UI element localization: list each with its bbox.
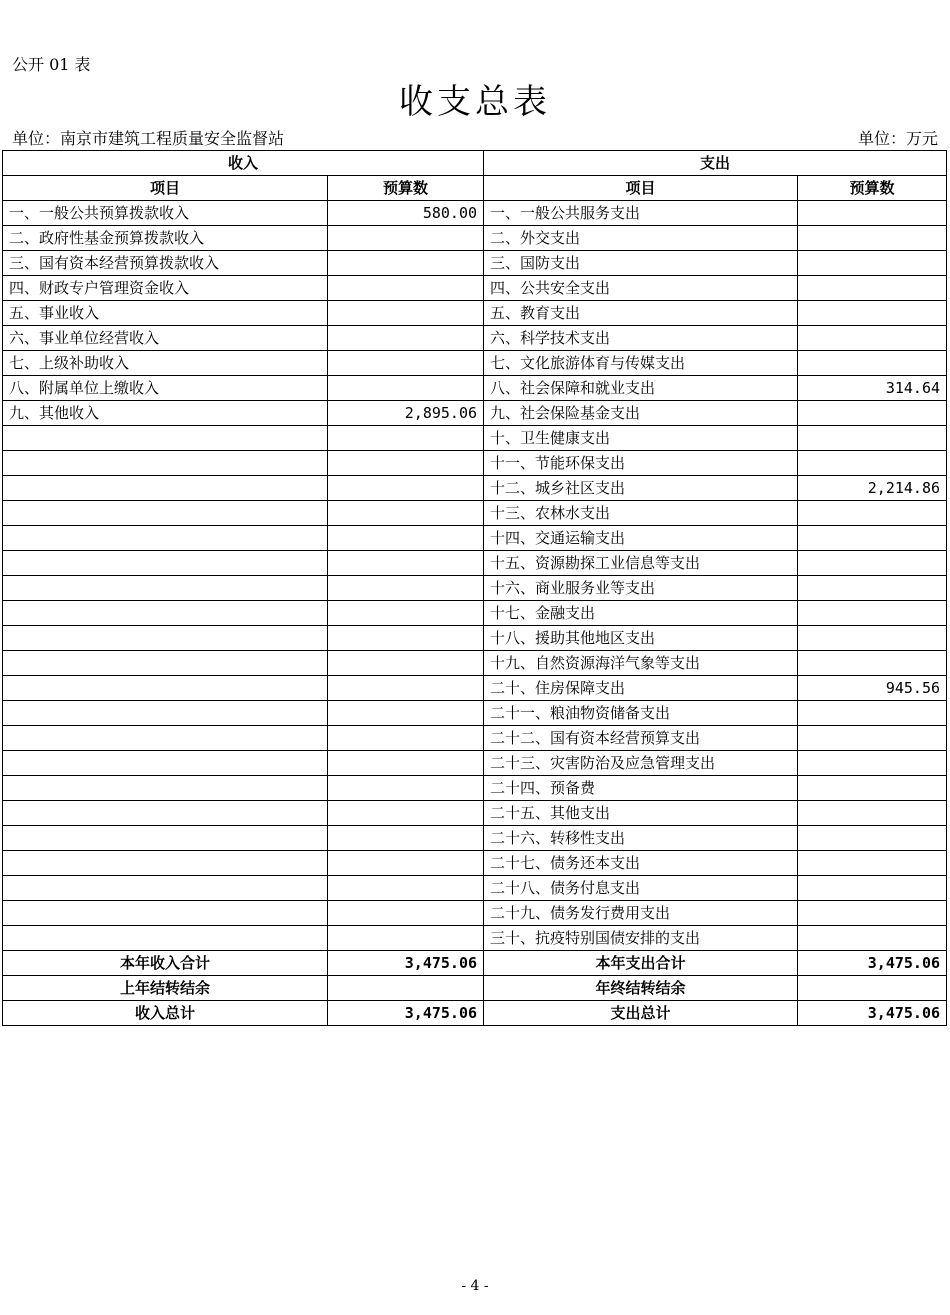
expense-amount-cell: [798, 551, 947, 576]
income-amount-cell: 580.00: [328, 201, 484, 226]
expense-summary-label: 年终结转结余: [484, 976, 798, 1001]
table-row: [3, 251, 947, 276]
expense-amount-cell: 314.64: [798, 376, 947, 401]
income-item-cell: [3, 426, 328, 451]
income-summary-amount: [328, 976, 484, 1001]
expense-amount-cell: [798, 226, 947, 251]
summary-row: [3, 951, 947, 976]
income-item-cell: [3, 626, 328, 651]
expense-amount-cell: [798, 651, 947, 676]
expense-item-cell: 十六、商业服务业等支出: [484, 576, 798, 601]
income-summary-label: 上年结转结余: [3, 976, 328, 1001]
expense-item-cell: 三十、抗疫特别国债安排的支出: [484, 926, 798, 951]
income-amount-cell: [328, 601, 484, 626]
income-summary-label: 本年收入合计: [3, 951, 328, 976]
income-amount-cell: [328, 426, 484, 451]
table-row: [3, 726, 947, 751]
expense-item-cell: 四、公共安全支出: [484, 276, 798, 301]
income-item-cell: 四、财政专户管理资金收入: [3, 276, 328, 301]
expense-item-cell: 八、社会保障和就业支出: [484, 376, 798, 401]
income-amount-cell: 2,895.06: [328, 401, 484, 426]
income-amount-cell: [328, 376, 484, 401]
table-row: [3, 576, 947, 601]
income-amount-cell: [328, 626, 484, 651]
income-item-cell: [3, 851, 328, 876]
page-number: - 4 -: [461, 1278, 489, 1294]
table-row: [3, 776, 947, 801]
income-amount-cell: [328, 226, 484, 251]
expense-amount-cell: [798, 201, 947, 226]
income-amount-cell: [328, 251, 484, 276]
expense-item-cell: 十五、资源勘探工业信息等支出: [484, 551, 798, 576]
expense-amount-cell: [798, 276, 947, 301]
income-item-cell: 三、国有资本经营预算拨款收入: [3, 251, 328, 276]
income-summary-amount: 3,475.06: [328, 1001, 484, 1026]
expense-item-cell: 十二、城乡社区支出: [484, 476, 798, 501]
table-row: [3, 226, 947, 251]
expense-summary-amount: [798, 976, 947, 1001]
expense-item-cell: 二十二、国有资本经营预算支出: [484, 726, 798, 751]
table-row: [3, 676, 947, 701]
expense-amount-cell: 945.56: [798, 676, 947, 701]
income-amount-cell: [328, 651, 484, 676]
budget-summary-table: [2, 150, 947, 1026]
income-amount-cell: [328, 726, 484, 751]
expense-item-cell: 十、卫生健康支出: [484, 426, 798, 451]
expense-item-cell: 一、一般公共服务支出: [484, 201, 798, 226]
expense-item-cell: 九、社会保险基金支出: [484, 401, 798, 426]
income-amount-cell: [328, 826, 484, 851]
expense-item-cell: 七、文化旅游体育与传媒支出: [484, 351, 798, 376]
page-title: 收支总表: [399, 82, 551, 122]
income-amount-cell: [328, 301, 484, 326]
expense-amount-cell: 2,214.86: [798, 476, 947, 501]
summary-row: [3, 976, 947, 1001]
expense-amount-cell: [798, 601, 947, 626]
income-amount-cell: [328, 926, 484, 951]
expense-item-cell: 五、教育支出: [484, 301, 798, 326]
income-amount-cell: [328, 276, 484, 301]
income-item-cell: 九、其他收入: [3, 401, 328, 426]
income-amount-cell: [328, 851, 484, 876]
table-row: [3, 826, 947, 851]
income-amount-cell: [328, 876, 484, 901]
expense-item-cell: 二十、住房保障支出: [484, 676, 798, 701]
income-item-cell: 八、附属单位上缴收入: [3, 376, 328, 401]
expense-item-cell: 二、外交支出: [484, 226, 798, 251]
income-item-cell: [3, 701, 328, 726]
income-amount-cell: [328, 751, 484, 776]
expense-amount-cell: [798, 851, 947, 876]
income-item-cell: [3, 826, 328, 851]
income-item-cell: [3, 726, 328, 751]
expense-amount-cell: [798, 726, 947, 751]
table-row: [3, 876, 947, 901]
table-body: [3, 151, 947, 1026]
table-row: [3, 601, 947, 626]
income-amount-cell: [328, 326, 484, 351]
income-amount-cell: [328, 451, 484, 476]
column-header-row: [3, 176, 947, 201]
expense-amount-cell: [798, 576, 947, 601]
expense-item-cell: 二十八、债务付息支出: [484, 876, 798, 901]
expense-amount-cell: [798, 776, 947, 801]
table-row: [3, 801, 947, 826]
income-item-cell: 六、事业单位经营收入: [3, 326, 328, 351]
income-item-cell: [3, 876, 328, 901]
table-row: [3, 451, 947, 476]
income-amount-cell: [328, 551, 484, 576]
income-item-cell: [3, 476, 328, 501]
expense-item-cell: 二十七、债务还本支出: [484, 851, 798, 876]
expense-summary-amount: 3,475.06: [798, 951, 947, 976]
table-row: [3, 901, 947, 926]
income-amount-cell: [328, 801, 484, 826]
income-item-cell: [3, 751, 328, 776]
expense-item-cell: 二十五、其他支出: [484, 801, 798, 826]
income-amount-cell: [328, 576, 484, 601]
expense-amount-cell: [798, 801, 947, 826]
income-summary-label: 收入总计: [3, 1001, 328, 1026]
table-row: [3, 401, 947, 426]
income-amount-cell: [328, 701, 484, 726]
expense-item-cell: 十七、金融支出: [484, 601, 798, 626]
income-amount-cell: [328, 501, 484, 526]
expense-amount-cell: [798, 326, 947, 351]
expense-amount-cell: [798, 301, 947, 326]
section-header-row: [3, 151, 947, 176]
expense-amount-cell: [798, 701, 947, 726]
form-code: 公开 01 表: [12, 55, 91, 74]
expense-amount-cell: [798, 526, 947, 551]
table-row: [3, 276, 947, 301]
table-row: [3, 476, 947, 501]
table-row: [3, 301, 947, 326]
expense-amount-cell: [798, 751, 947, 776]
unit-currency: 单位：万元: [857, 129, 938, 148]
income-summary-amount: 3,475.06: [328, 951, 484, 976]
table-row: [3, 926, 947, 951]
income-budget-column-header: 预算数: [328, 176, 484, 201]
expense-amount-cell: [798, 876, 947, 901]
income-item-cell: 七、上级补助收入: [3, 351, 328, 376]
expense-item-column-header: 项目: [484, 176, 798, 201]
expense-section-header: 支出: [484, 151, 947, 176]
income-item-column-header: 项目: [3, 176, 328, 201]
income-item-cell: [3, 926, 328, 951]
expense-item-cell: 六、科学技术支出: [484, 326, 798, 351]
table-row: [3, 526, 947, 551]
income-item-cell: [3, 676, 328, 701]
expense-item-cell: 十九、自然资源海洋气象等支出: [484, 651, 798, 676]
income-item-cell: [3, 576, 328, 601]
table-row: [3, 626, 947, 651]
expense-item-cell: 十四、交通运输支出: [484, 526, 798, 551]
expense-amount-cell: [798, 451, 947, 476]
expense-item-cell: 十八、援助其他地区支出: [484, 626, 798, 651]
table-row: [3, 701, 947, 726]
income-item-cell: [3, 651, 328, 676]
expense-item-cell: 二十三、灾害防治及应急管理支出: [484, 751, 798, 776]
expense-amount-cell: [798, 626, 947, 651]
expense-budget-column-header: 预算数: [798, 176, 947, 201]
table-row: [3, 351, 947, 376]
table-row: [3, 751, 947, 776]
income-item-cell: [3, 901, 328, 926]
income-item-cell: 二、政府性基金预算拨款收入: [3, 226, 328, 251]
expense-amount-cell: [798, 426, 947, 451]
expense-item-cell: 二十一、粮油物资储备支出: [484, 701, 798, 726]
expense-amount-cell: [798, 926, 947, 951]
expense-amount-cell: [798, 351, 947, 376]
expense-item-cell: 十一、节能环保支出: [484, 451, 798, 476]
table-row: [3, 501, 947, 526]
table-row: [3, 851, 947, 876]
expense-item-cell: 二十六、转移性支出: [484, 826, 798, 851]
income-amount-cell: [328, 776, 484, 801]
income-item-cell: [3, 501, 328, 526]
income-amount-cell: [328, 901, 484, 926]
income-amount-cell: [328, 351, 484, 376]
table-row: [3, 651, 947, 676]
expense-item-cell: 三、国防支出: [484, 251, 798, 276]
income-section-header: 收入: [3, 151, 484, 176]
expense-summary-label: 本年支出合计: [484, 951, 798, 976]
income-item-cell: 一、一般公共预算拨款收入: [3, 201, 328, 226]
table-row: [3, 426, 947, 451]
table-row: [3, 201, 947, 226]
table-row: [3, 551, 947, 576]
expense-item-cell: 十三、农林水支出: [484, 501, 798, 526]
income-amount-cell: [328, 476, 484, 501]
unit-organization: 单位：南京市建筑工程质量安全监督站: [12, 129, 285, 148]
expense-amount-cell: [798, 901, 947, 926]
expense-item-cell: 二十四、预备费: [484, 776, 798, 801]
expense-item-cell: 二十九、债务发行费用支出: [484, 901, 798, 926]
income-item-cell: [3, 526, 328, 551]
income-item-cell: 五、事业收入: [3, 301, 328, 326]
expense-amount-cell: [798, 501, 947, 526]
expense-summary-amount: 3,475.06: [798, 1001, 947, 1026]
income-amount-cell: [328, 526, 484, 551]
expense-summary-label: 支出总计: [484, 1001, 798, 1026]
income-item-cell: [3, 776, 328, 801]
income-item-cell: [3, 451, 328, 476]
expense-amount-cell: [798, 251, 947, 276]
expense-amount-cell: [798, 826, 947, 851]
table-row: [3, 326, 947, 351]
income-item-cell: [3, 801, 328, 826]
income-item-cell: [3, 601, 328, 626]
expense-amount-cell: [798, 401, 947, 426]
table-row: [3, 376, 947, 401]
income-amount-cell: [328, 676, 484, 701]
summary-row: [3, 1001, 947, 1026]
income-item-cell: [3, 551, 328, 576]
